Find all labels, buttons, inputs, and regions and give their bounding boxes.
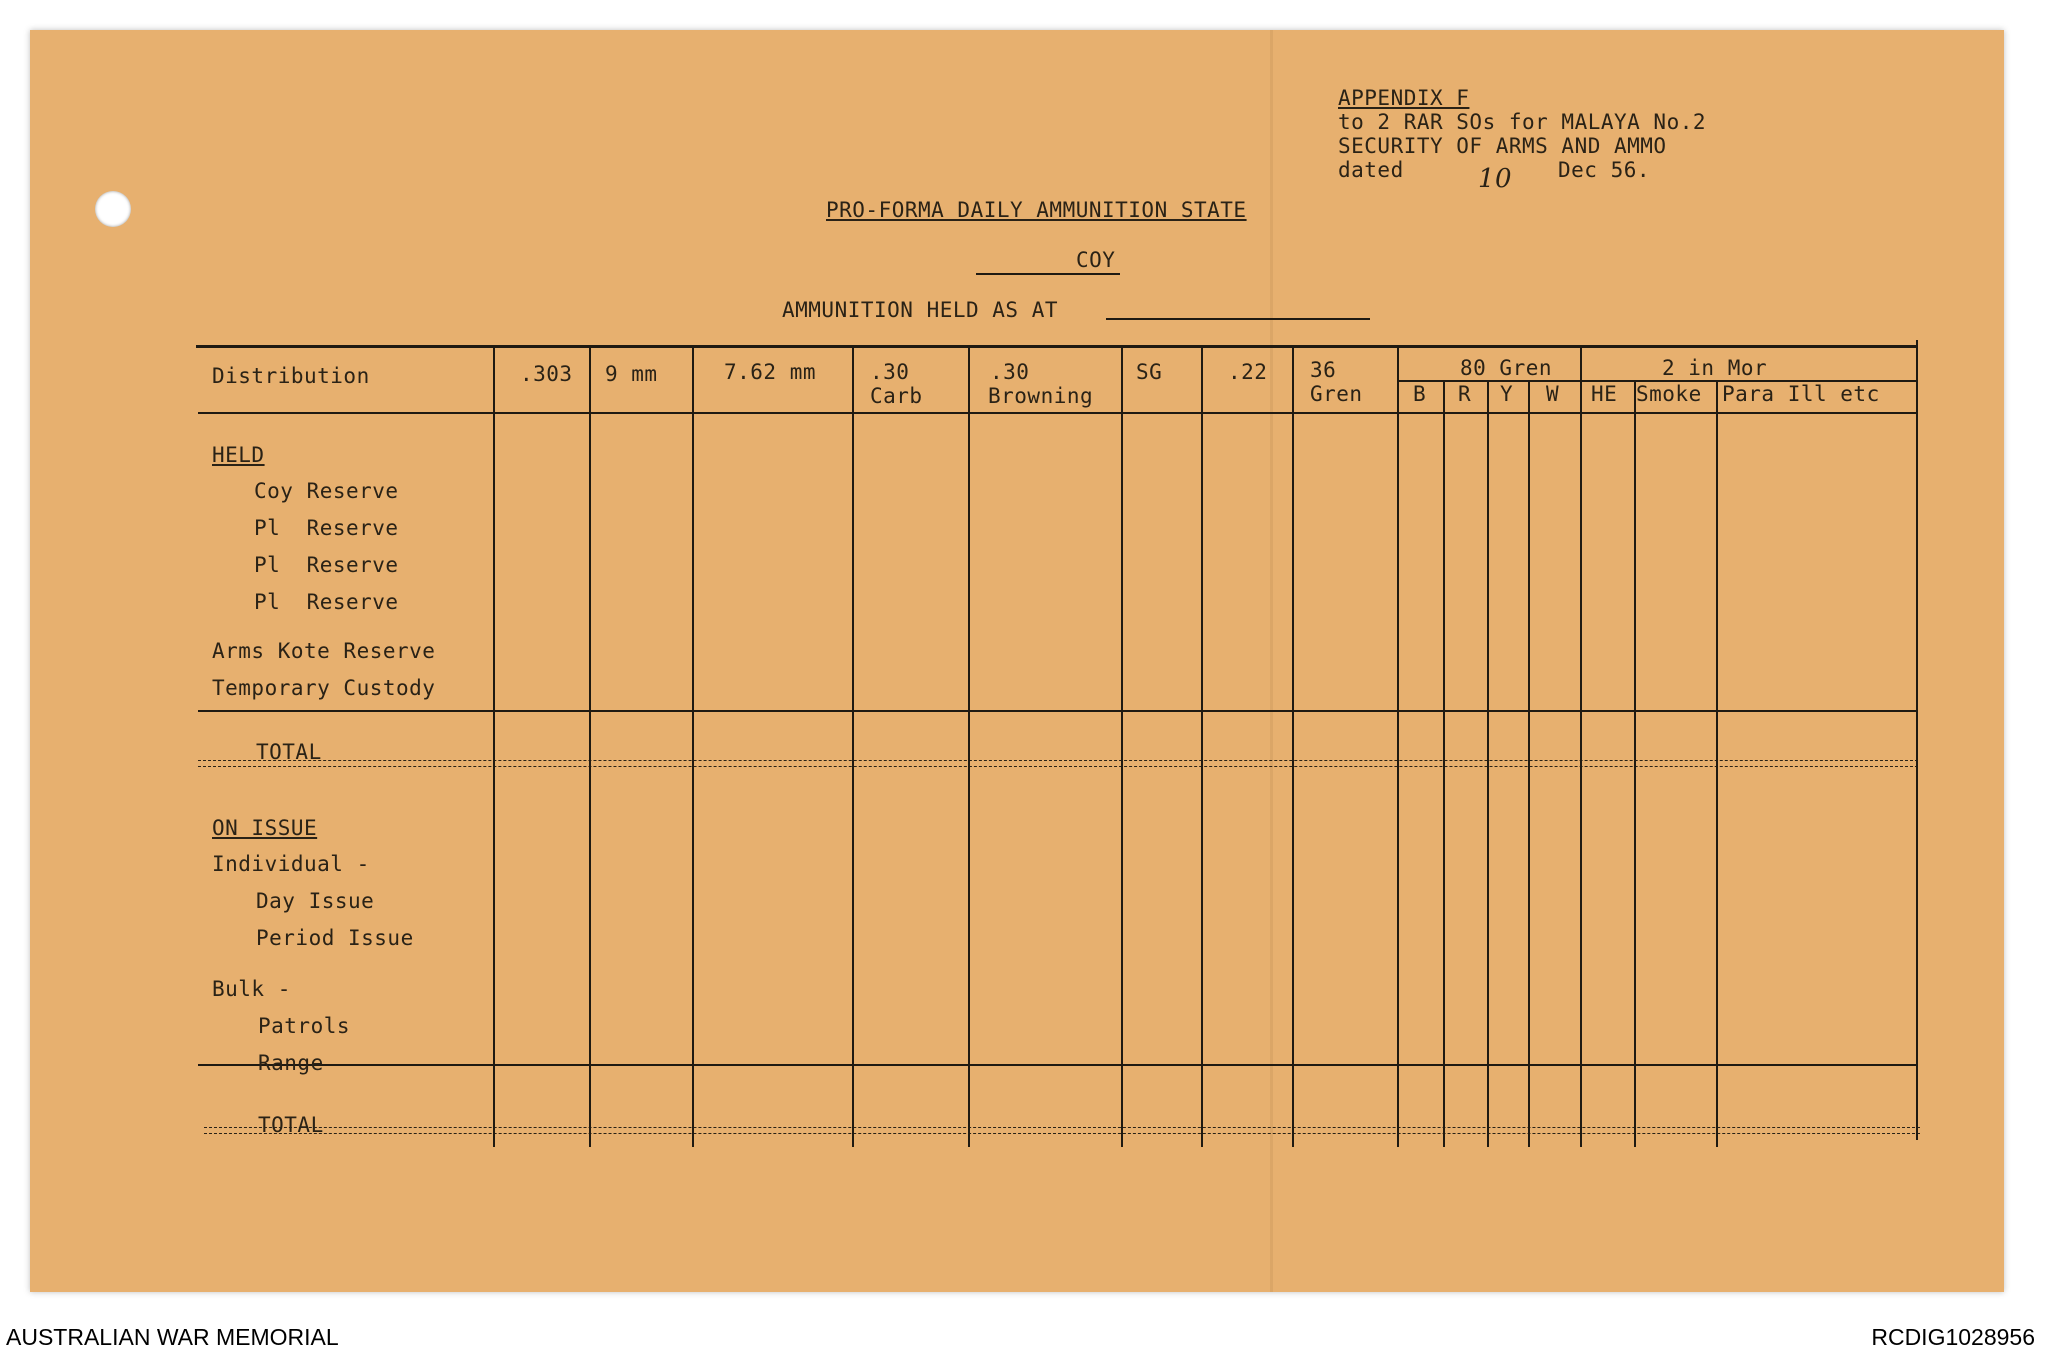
footer-institution: AUSTRALIAN WAR MEMORIAL <box>6 1324 339 1350</box>
header-80gren: 80 Gren <box>1460 356 1553 380</box>
col-line-1 <box>493 347 495 1147</box>
header-9mm: 9 mm <box>605 362 658 386</box>
row-held: HELD <box>212 443 265 467</box>
header-2in-mor: 2 in Mor <box>1662 356 1768 380</box>
appendix-dated-label: dated <box>1338 158 1404 182</box>
col-line-4 <box>852 347 854 1147</box>
row-arms-kote-reserve: Arms Kote Reserve <box>212 639 436 663</box>
row-range: Range <box>258 1051 324 1075</box>
col-line-3 <box>692 347 694 1147</box>
col-line-9 <box>1397 347 1399 1147</box>
header-y: Y <box>1500 382 1514 406</box>
row-on-issue: ON ISSUE <box>212 816 318 840</box>
header-762mm: 7.62 mm <box>724 360 817 384</box>
header-bottom-line <box>198 412 1918 414</box>
appendix-dated-month: Dec 56. <box>1558 158 1651 182</box>
appendix-dated-day: 10 <box>1478 164 1513 194</box>
issue-total-double-rule <box>204 1127 1920 1134</box>
form-title: PRO-FORMA DAILY AMMUNITION STATE <box>826 198 1247 222</box>
header-para-ill: Para Ill etc <box>1722 382 1880 406</box>
appendix-line-2: to 2 RAR SOs for MALAYA No.2 <box>1338 110 1707 134</box>
row-temporary-custody: Temporary Custody <box>212 676 436 700</box>
col-line-b <box>1443 380 1445 1147</box>
held-total-double-rule <box>198 760 1918 767</box>
header-distribution: Distribution <box>212 364 370 388</box>
row-patrols: Patrols <box>258 1014 351 1038</box>
paper-fold <box>1270 30 1273 1292</box>
header-36gren-2: Gren <box>1310 382 1363 406</box>
header-30carb-2: Carb <box>870 384 923 408</box>
col-line-6 <box>1121 347 1123 1147</box>
header-303: .303 <box>520 362 573 386</box>
header-22: .22 <box>1228 360 1268 384</box>
row-period-issue: Period Issue <box>256 926 414 950</box>
appendix-title: APPENDIX F <box>1338 86 1470 110</box>
header-he: HE <box>1591 382 1618 406</box>
held-bottom-line <box>198 710 1918 712</box>
header-b: B <box>1413 382 1427 406</box>
row-pl-reserve-1: Pl Reserve <box>254 516 399 540</box>
col-line-7 <box>1201 347 1203 1147</box>
coy-blank-line <box>976 273 1120 275</box>
col-line-10 <box>1580 347 1582 1147</box>
punch-hole <box>95 191 131 227</box>
col-line-y <box>1528 380 1530 1147</box>
form-held-as-at: AMMUNITION HELD AS AT <box>782 298 1059 322</box>
col-line-2 <box>589 347 591 1147</box>
header-30browning-2: Browning <box>988 384 1094 408</box>
header-30carb-1: .30 <box>870 360 910 384</box>
footer-catalog-id: RCDIG1028956 <box>1871 1324 2035 1350</box>
col-line-he <box>1634 380 1636 1147</box>
issue-bottom-line <box>198 1064 1918 1066</box>
col-line-r <box>1487 380 1489 1147</box>
row-individual: Individual - <box>212 852 370 876</box>
header-r: R <box>1458 382 1472 406</box>
col-line-8 <box>1292 347 1294 1147</box>
held-as-at-blank-line <box>1106 318 1370 320</box>
appendix-line-3: SECURITY OF ARMS AND AMMO <box>1338 134 1667 158</box>
header-30browning-1: .30 <box>990 360 1030 384</box>
row-total-held: TOTAL <box>256 740 322 764</box>
header-smoke: Smoke <box>1636 382 1702 406</box>
row-total-issue: TOTAL <box>258 1113 324 1137</box>
col-line-5 <box>968 347 970 1147</box>
row-pl-reserve-3: Pl Reserve <box>254 590 399 614</box>
row-bulk: Bulk - <box>212 977 291 1001</box>
header-36gren-1: 36 <box>1310 358 1337 382</box>
row-coy-reserve: Coy Reserve <box>254 479 399 503</box>
form-coy: COY <box>1076 248 1116 272</box>
row-day-issue: Day Issue <box>256 889 375 913</box>
header-w: W <box>1546 382 1560 406</box>
table-right-border <box>1916 340 1918 1140</box>
row-pl-reserve-2: Pl Reserve <box>254 553 399 577</box>
col-line-smoke <box>1716 380 1718 1147</box>
table-top-border <box>196 345 1918 348</box>
header-sg: SG <box>1136 360 1163 384</box>
